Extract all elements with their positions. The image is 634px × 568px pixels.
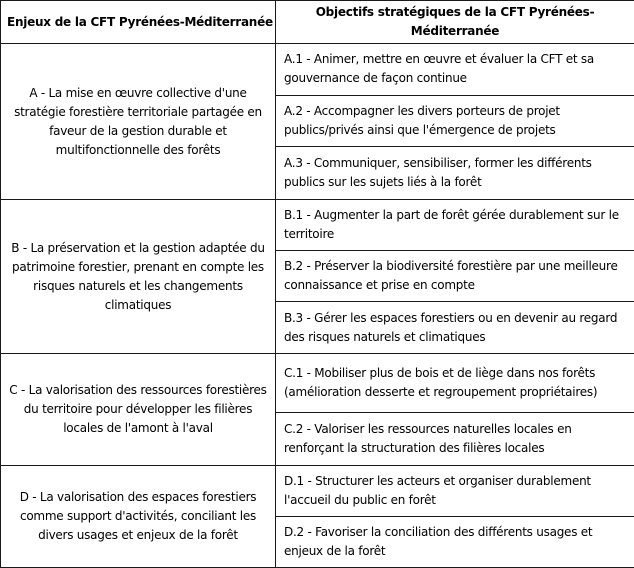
table-row xyxy=(1,465,634,517)
enjeu-cell-b: B - La préservation et la gestion adaptée du patrimoine forestier, prenant en compte les risques naturels et les changements climatiques xyxy=(1,200,276,354)
table-row xyxy=(1,354,634,413)
objectif-cell-c2: C.2 - Valoriser les ressources naturelles locales en renforçant la structuration des filières locales xyxy=(276,412,634,465)
objectif-cell-b3: B.3 - Gérer les espaces forestiers ou en devenir au regard des risques naturels et climatiques xyxy=(276,302,634,354)
objectif-cell-c1: C.1 - Mobiliser plus de bois et de liège dans nos forêts (amélioration desserte et regroupement propriétaires) xyxy=(276,354,634,413)
enjeu-cell-a: A - La mise en œuvre collective d'une stratégie forestière territoriale partagée en faveur de la gestion durable et multifonctionnelle des forêts xyxy=(1,44,276,200)
table-row xyxy=(1,44,634,96)
objectif-cell-d1: D.1 - Structurer les acteurs et organiser durablement l'accueil du public en forêt xyxy=(276,465,634,517)
objectif-cell-a1: A.1 - Animer, mettre en œuvre et évaluer la CFT et sa gouvernance de façon continue xyxy=(276,44,634,96)
objectif-cell-b2: B.2 - Préserver la biodiversité forestière par une meilleure connaissance et prise en compte xyxy=(276,250,634,302)
header-objectifs: Objectifs stratégiques de la CFT Pyrénées-Méditerranée xyxy=(276,1,634,44)
objectif-cell-d2: D.2 - Favoriser la conciliation des différents usages et enjeux de la forêt xyxy=(276,517,634,568)
objectif-cell-a2: A.2 - Accompagner les divers porteurs de projet publics/privés ainsi que l'émergence de projets xyxy=(276,95,634,147)
header-enjeux: Enjeux de la CFT Pyrénées-Méditerranée xyxy=(1,1,276,44)
enjeu-cell-d: D - La valorisation des espaces forestiers comme support d'activités, conciliant les divers usages et enjeux de la forêt xyxy=(1,465,276,567)
header-row xyxy=(1,1,634,44)
table-row xyxy=(1,200,634,251)
objectif-cell-a3: A.3 - Communiquer, sensibiliser, former les différents publics sur les sujets liés à la forêt xyxy=(276,147,634,200)
objectif-cell-b1: B.1 - Augmenter la part de forêt gérée durablement sur le territoire xyxy=(276,200,634,251)
enjeu-cell-c: C - La valorisation des ressources forestières du territoire pour développer les filières locales de l'amont à l'aval xyxy=(1,354,276,465)
